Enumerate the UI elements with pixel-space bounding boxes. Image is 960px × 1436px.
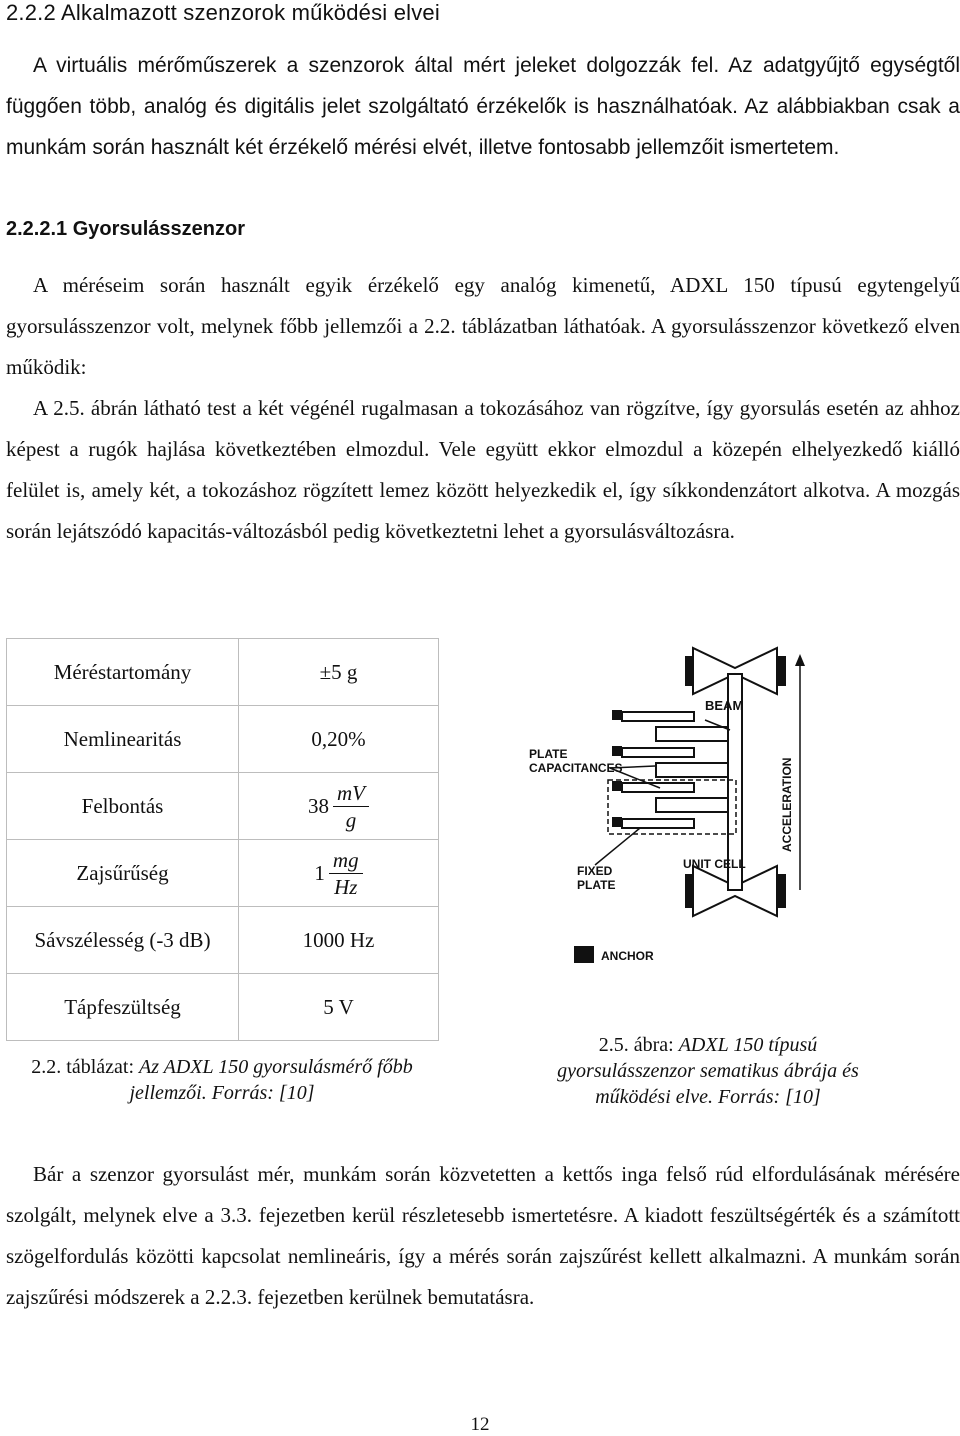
fraction-denominator: Hz [334,874,358,899]
label-anchor: ANCHOR [601,949,654,963]
table-row [7,639,439,706]
table-cell-label: Méréstartomány [7,639,239,706]
fraction-resolution [308,780,369,833]
anchor-top-right [777,656,786,686]
label-unit-cell: UNIT CELL [683,857,746,871]
table-cell-label: Zajsűrűség [7,840,239,907]
moving-finger-1 [656,727,728,741]
anchor-legend-swatch [574,946,594,963]
section-heading: 2.2.2 Alkalmazott szenzorok működési elvei [6,0,440,25]
page-number: 12 [470,1414,490,1435]
subsection-heading: 2.2.2.1 Gyorsulásszenzor [6,218,246,240]
table-row [7,706,439,773]
sensor-schematic-figure [515,640,815,970]
paragraph-working-principle: A 2.5. ábrán látható test a két végénél rugalmasan a tokozásához van rögzítve, így gyorsulás esetén az ahhoz képest a rugók hajlása következtében elmozdul. Vele együtt ekkor elmozdul a közepén elhelyezkedő kiálló felület is, amely két, a tokozáshoz rögzített lemez között helyezkedik el, így síkkondenzátort alkotva. A mozgás során lejátszódó kapacitás-változásból pedig következtetni lehet a gyorsulásváltozásra. [6,396,960,543]
label-plate-capacitances-2: CAPACITANCES [529,761,623,775]
fixed-plate [622,748,694,757]
moving-finger-2 [656,763,728,777]
anchor-block [612,746,622,756]
table-caption-text: Az ADXL 150 gyorsulásmérő főbb jellemzői. Forrás: [10] [129,1056,413,1104]
table-row [7,907,439,974]
label-plate-capacitances-1: PLATE [529,747,568,761]
label-beam: BEAM [705,698,744,713]
label-fixed-plate-1: FIXED [577,864,613,878]
table-row [7,974,439,1041]
intro-paragraph: A virtuális mérőműszerek a szenzorok által mért jeleket dolgozzák fel. Az adatgyűjtő egységtől függően több, analóg és digitális jelet szolgáltató érzékelők is használhatóak. Az alábbiakban csak a munkám során használt két érzékelő mérési elvét, illetve fontosabb jellemzőit ismertetem. [6,54,960,159]
fraction-denominator: g [345,807,357,832]
figure-caption [528,1032,888,1110]
table-cell-value: 0,20% [239,706,439,773]
fraction-noise-density [314,847,362,900]
fixed-plate [622,819,694,828]
anchor-block [612,817,622,827]
anchor-block [612,710,622,720]
paragraph-accelerometer-intro: A méréseim során használt egyik érzékelő egy analóg kimenetű, ADXL 150 típusú egytengelyű gyorsulásszenzor volt, melynek főbb jellemzői a 2.2. táblázatban láthatóak. A gyorsulásszenzor következő elven működik: [6,273,960,379]
table-cell-label: Felbontás [7,773,239,840]
table-row [7,773,439,840]
fixed-plate [622,712,694,721]
figure-caption-prefix: 2.5. ábra: [598,1034,679,1056]
table-caption [6,1054,438,1106]
figure-caption-text: ADXL 150 típusú gyorsulásszenzor sematikus ábrája és működési elve. Forrás: [10] [557,1034,859,1108]
table-cell-label: Tápfeszültség [7,974,239,1041]
table-cell-value: 5 V [239,974,439,1041]
table-caption-prefix: 2.2. táblázat: [31,1056,139,1078]
closing-paragraph: Bár a szenzor gyorsulást mér, munkám során közvetetten a kettős inga felső rúd elfordulásának mérésére szolgált, melynek elve a 3.3. fejezetben kerül részletesebb ismertetésre. A kiadott feszültségérték és a számított szögelfordulás közötti kapcsolat nemlineáris, így a mérés során zajszűrést kellett alkalmazni. A munkám során zajszűrési módszerek a 2.2.3. fejezetben kerülnek bemutatásra. [6,1162,960,1309]
moving-finger-3 [656,798,728,812]
fraction-whole: 1 [314,860,325,885]
table-cell-value [239,840,439,907]
label-acceleration: ACCELERATION [780,757,794,852]
table-row [7,840,439,907]
anchor-bottom-left [685,874,694,908]
table-cell-value: 1000 Hz [239,907,439,974]
spec-table [6,638,439,1041]
table-cell-label: Nemlinearitás [7,706,239,773]
label-fixed-plate-2: PLATE [577,878,616,892]
anchor-block [612,781,622,791]
table-cell-label: Sávszélesség (-3 dB) [7,907,239,974]
arrowhead-icon [795,654,805,666]
fraction-whole: 38 [308,793,329,818]
fraction-numerator: mV [333,780,369,807]
anchor-bottom-right [777,874,786,908]
table-cell-value: ±5 g [239,639,439,706]
table-cell-value [239,773,439,840]
anchor-top-left [685,656,694,686]
fraction-numerator: mg [329,847,363,874]
